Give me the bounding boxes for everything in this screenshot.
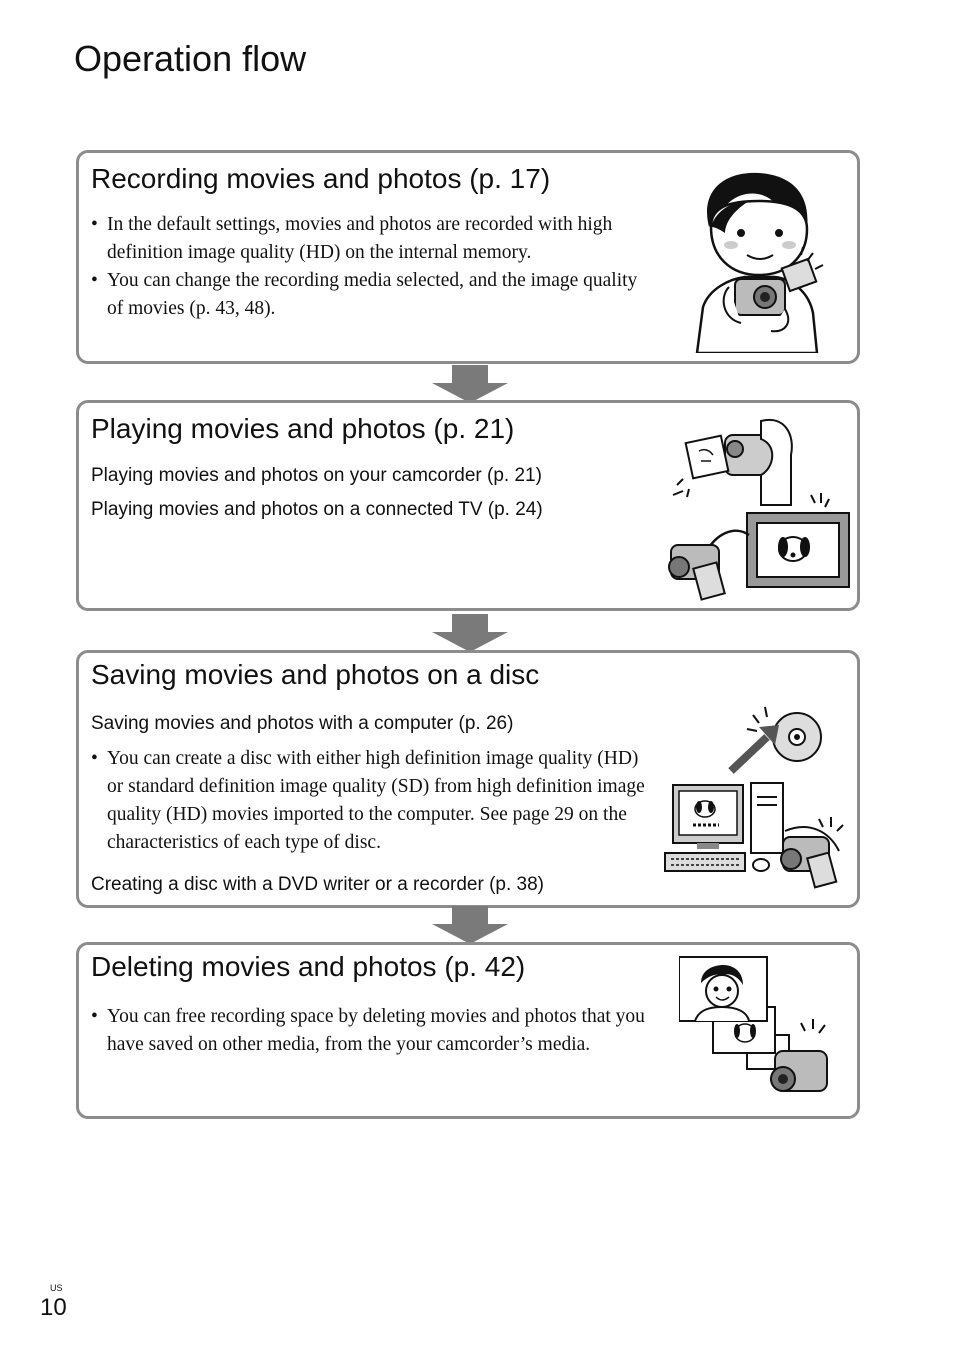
section-heading: Deleting movies and photos (p. 42) xyxy=(91,951,526,982)
sub-item: Playing movies and photos on a connected TV (p. 24) xyxy=(91,499,543,520)
bullet-list xyxy=(91,211,649,323)
bullet-item: • You can create a disc with either high definition image quality (HD) or standard definition image quality (SD) from high definition image quality (HD) movies imported to the computer. See page 29 on the characteristics of each type of disc. xyxy=(91,745,651,857)
bullet-item: • In the default settings, movies and photos are recorded with high definition image quality (HD) on the internal memory. xyxy=(91,211,649,267)
bullet-item: • You can free recording space by deleting movies and photos that you have saved on other media, from the your camcorder’s media. xyxy=(91,1003,647,1059)
computer-disc-illustration xyxy=(659,701,855,897)
bullet-list xyxy=(91,1003,647,1059)
section-recording xyxy=(76,150,860,364)
section-saving xyxy=(76,650,860,908)
page-number: 10 xyxy=(40,1294,67,1321)
page-region-label: US xyxy=(50,1283,63,1293)
section-playing xyxy=(76,400,860,611)
person-recording-illustration xyxy=(689,167,829,353)
sub-item: Saving movies and photos with a computer (p. 26) xyxy=(91,713,514,734)
sub-item: Creating a disc with a DVD writer or a recorder (p. 38) xyxy=(91,874,544,895)
page-title: Operation flow xyxy=(74,38,307,79)
sub-item: Playing movies and photos on your camcorder (p. 21) xyxy=(91,465,542,486)
section-deleting xyxy=(76,942,860,1119)
flow-arrow-down-icon xyxy=(432,365,508,403)
section-heading: Playing movies and photos (p. 21) xyxy=(91,413,515,444)
photos-and-camcorder-illustration xyxy=(679,955,839,1105)
section-heading: Recording movies and photos (p. 17) xyxy=(91,163,551,194)
section-heading: Saving movies and photos on a disc xyxy=(91,659,540,690)
camcorder-and-tv-illustration xyxy=(665,415,851,603)
flow-arrow-down-icon xyxy=(432,614,508,652)
bullet-item: • You can change the recording media selected, and the image quality of movies (p. 43, 48). xyxy=(91,267,649,323)
bullet-list xyxy=(91,745,651,857)
flow-arrow-down-icon xyxy=(432,906,508,944)
